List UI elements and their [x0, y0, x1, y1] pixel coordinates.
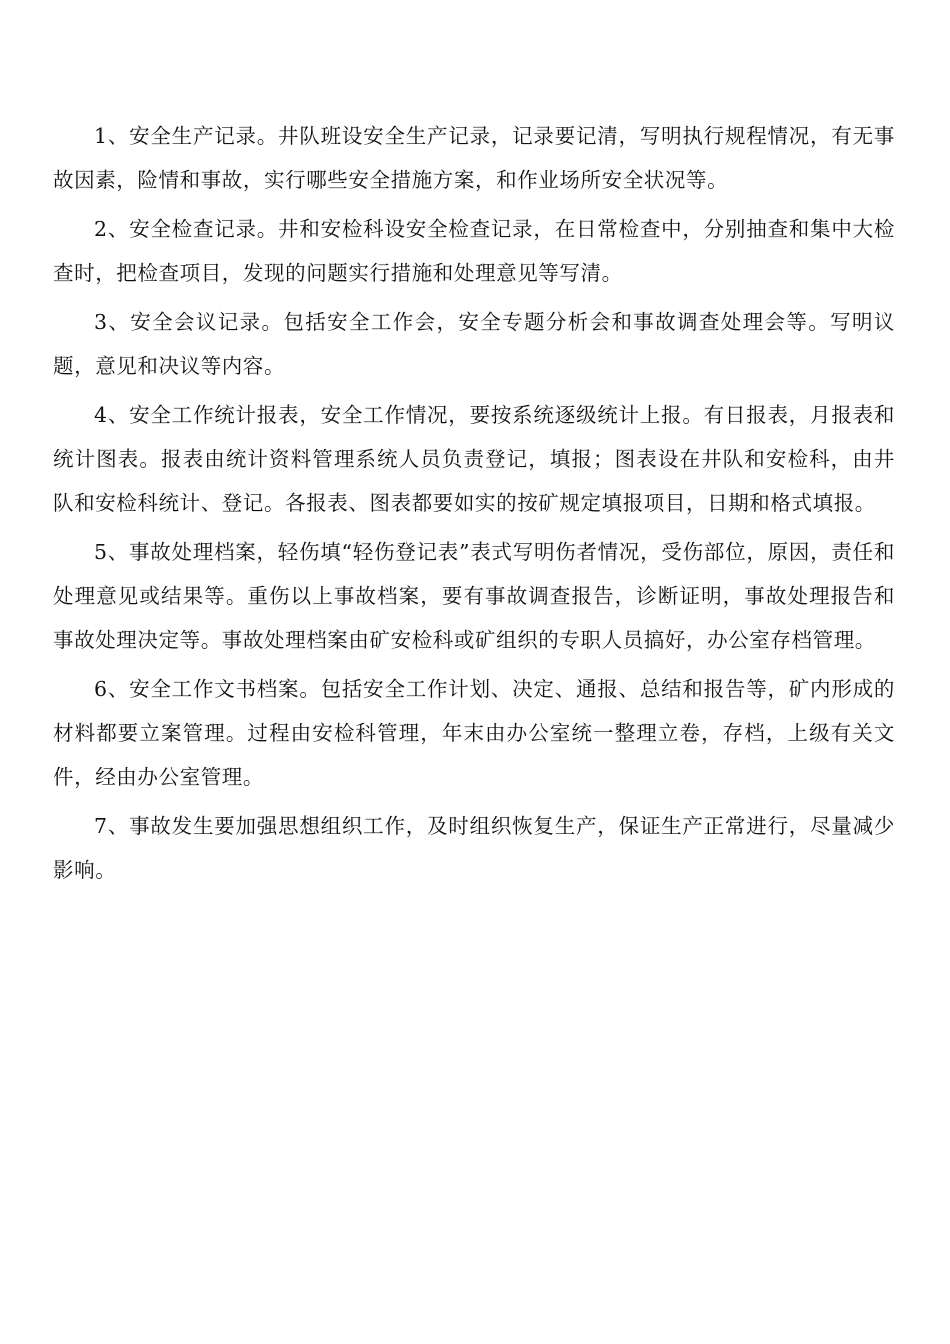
document-body [53, 114, 895, 897]
paragraph-4: 4、安全工作统计报表，安全工作情况，要按系统逐级统计上报。有日报表，月报表和统计图表。报表由统计资料管理系统人员负责登记，填报；图表设在井队和安检科，由井队和安检科统计、登记。各报表、图表都要如实的按矿规定填报项目，日期和格式填报。 [53, 403, 895, 515]
paragraph-3: 3、安全会议记录。包括安全工作会，安全专题分析会和事故调查处理会等。写明议题，意见和决议等内容。 [53, 310, 895, 378]
paragraph-5: 5、事故处理档案，轻伤填“轻伤登记表”表式写明伤者情况，受伤部位，原因，责任和处理意见或结果等。重伤以上事故档案，要有事故调查报告，诊断证明，事故处理报告和事故处理决定等。事故处理档案由矿安检科或矿组织的专职人员搞好，办公室存档管理。 [53, 540, 895, 652]
paragraph-2: 2、安全检查记录。井和安检科设安全检查记录，在日常检查中，分别抽查和集中大检查时，把检查项目，发现的问题实行措施和处理意见等写清。 [53, 217, 895, 285]
paragraph-1: 1、安全生产记录。井队班设安全生产记录，记录要记清，写明执行规程情况，有无事故因素，险情和事故，实行哪些安全措施方案，和作业场所安全状况等。 [53, 124, 895, 192]
paragraph-6: 6、安全工作文书档案。包括安全工作计划、决定、通报、总结和报告等，矿内形成的材料都要立案管理。过程由安检科管理，年末由办公室统一整理立卷，存档，上级有关文件，经由办公室管理。 [53, 677, 895, 789]
paragraph-7: 7、事故发生要加强思想组织工作，及时组织恢复生产，保证生产正常进行，尽量减少影响。 [53, 814, 895, 882]
